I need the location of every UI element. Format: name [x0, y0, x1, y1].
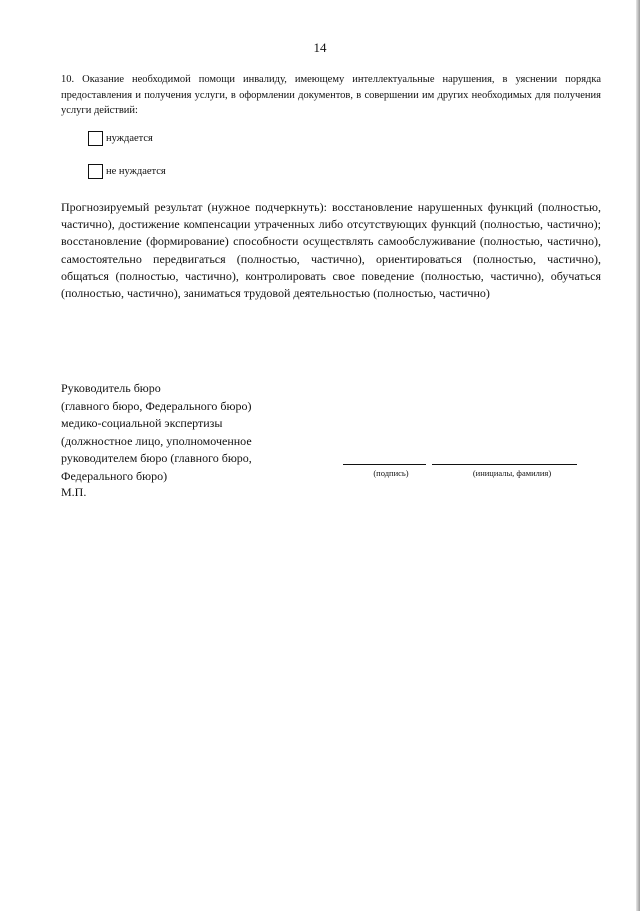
section-10-text: 10. Оказание необходимой помощи инвалиду, имеющему интеллектуальные нарушения, в уяснении порядка предоставления и получения услуги, в оформлении документов, в совершении им других необходимых для получения услуги действий:: [61, 74, 601, 116]
signature-line: [343, 464, 426, 465]
name-caption: (инициалы, фамилия): [472, 468, 552, 478]
does-not-need-label: не нуждается: [106, 166, 166, 177]
option-does-not-need[interactable]: [88, 164, 166, 179]
signer-line: медико-социальной экспертизы: [61, 416, 223, 431]
signer-line: (должностное лицо, уполномоченное: [61, 433, 252, 448]
needs-label: нуждается: [106, 133, 153, 144]
signer-line: (главного бюро, Федерального бюро): [61, 398, 252, 413]
signature-caption: (подпись): [373, 468, 409, 478]
signer-line: руководителем бюро (главного бюро,: [61, 451, 252, 466]
signer-block: [61, 380, 301, 486]
page-number: 14: [313, 40, 327, 55]
prognosis-text: Прогнозируемый результат (нужное подчеркнуть): восстановление нарушенных функций (полностью, частично), достижение компенсации утраченных либо отсутствующих функций (полностью, частично); восстановление (формирование) способности осуществлять самообслуживание (полностью, частично), самостоятельно передвигаться (полностью, частично), ориентироваться (полностью, частично), общаться (полностью, частично), контролировать свое поведение (полностью, частично), обучаться (полностью, частично), заниматься трудовой деятельностью (полностью, частично): [61, 200, 601, 301]
signer-line: Руководитель бюро: [61, 381, 161, 395]
needs-checkbox[interactable]: [88, 131, 103, 146]
signer-line: Федерального бюро): [61, 468, 168, 483]
stamp-place-label: М.П.: [61, 485, 87, 499]
option-needs[interactable]: [88, 131, 153, 146]
does-not-need-checkbox[interactable]: [88, 164, 103, 179]
name-line: [432, 464, 577, 465]
